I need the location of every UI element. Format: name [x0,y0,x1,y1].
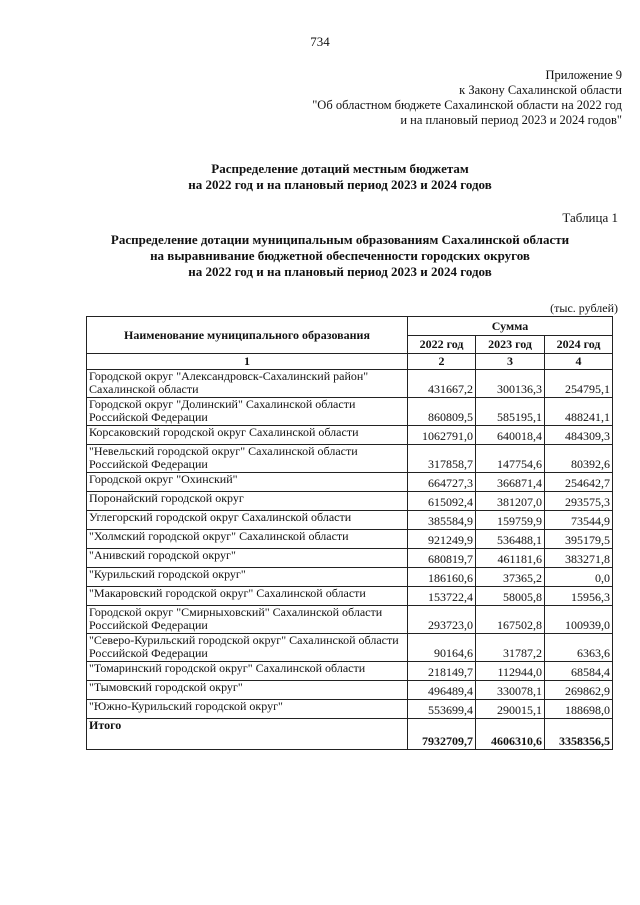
municipality-name: "Тымовский городской округ" [87,681,408,700]
table-row [87,426,613,445]
table-row [87,370,613,398]
value-2023: 112944,0 [476,662,545,681]
table-row [87,473,613,492]
value-2024: 269862,9 [545,681,613,700]
value-2023: 37365,2 [476,568,545,587]
value-2024: 0,0 [545,568,613,587]
value-2022: 664727,3 [408,473,476,492]
value-2023: 536488,1 [476,530,545,549]
table-title-line: на 2022 год и на плановый период 2023 и 2024 годов [188,264,492,279]
value-2022: 385584,9 [408,511,476,530]
table-row [87,445,613,473]
value-2022: 431667,2 [408,370,476,398]
value-2024: 73544,9 [545,511,613,530]
value-2023: 167502,8 [476,606,545,634]
municipality-name: Городской округ "Александровск-Сахалинский район" Сахалинской области [87,370,408,398]
value-2022: 90164,6 [408,634,476,662]
municipality-name: "Невельский городской округ" Сахалинской области Российской Федерации [87,445,408,473]
municipality-name: Углегорский городской округ Сахалинской области [87,511,408,530]
value-2022: 218149,7 [408,662,476,681]
municipality-name: Городской округ "Смирныховский" Сахалинской области Российской Федерации [87,606,408,634]
value-2022: 680819,7 [408,549,476,568]
table-row [87,587,613,606]
value-2024: 383271,8 [545,549,613,568]
document-title-line: на 2022 год и на плановый период 2023 и 2024 годов [188,177,492,192]
municipality-name: Городской округ "Охинский" [87,473,408,492]
table-row [87,492,613,511]
column-index: 3 [476,354,545,370]
table-row [87,662,613,681]
value-2023: 366871,4 [476,473,545,492]
municipality-name: "Южно-Курильский городской округ" [87,700,408,719]
value-2022: 921249,9 [408,530,476,549]
units-label: (тыс. рублей) [550,301,618,315]
value-2023: 290015,1 [476,700,545,719]
value-2023: 461181,6 [476,549,545,568]
municipality-name: Поронайский городской округ [87,492,408,511]
header-year-2022: 2022 год [408,336,476,354]
value-2023: 58005,8 [476,587,545,606]
table-row [87,568,613,587]
municipality-name: "Северо-Курильский городской округ" Сахалинской области Российской Федерации [87,634,408,662]
value-2024: 188698,0 [545,700,613,719]
table-row [87,681,613,700]
value-2022: 317858,7 [408,445,476,473]
value-2023: 300136,3 [476,370,545,398]
total-label: Итого [87,719,408,750]
column-index: 1 [87,354,408,370]
value-2022: 293723,0 [408,606,476,634]
column-index: 2 [408,354,476,370]
header-sum: Сумма [408,317,613,336]
table-row [87,634,613,662]
document-title-line: Распределение дотаций местным бюджетам [211,161,469,176]
subsidy-table [86,316,613,750]
total-2022: 7932709,7 [408,719,476,750]
table-row [87,530,613,549]
appendix-line: и на плановый период 2023 и 2024 годов" [400,113,622,127]
value-2024: 80392,6 [545,445,613,473]
table-row [87,511,613,530]
table-number: Таблица 1 [562,210,618,225]
value-2022: 1062791,0 [408,426,476,445]
municipality-name: "Томаринский городской округ" Сахалинской области [87,662,408,681]
municipality-name: "Курильский городской округ" [87,568,408,587]
value-2022: 186160,6 [408,568,476,587]
header-year-2023: 2023 год [476,336,545,354]
value-2022: 553699,4 [408,700,476,719]
page-number: 734 [310,34,330,49]
value-2023: 381207,0 [476,492,545,511]
value-2023: 585195,1 [476,398,545,426]
value-2024: 68584,4 [545,662,613,681]
municipality-name: Городской округ "Долинский" Сахалинской области Российской Федерации [87,398,408,426]
appendix-line: к Закону Сахалинской области [459,83,622,97]
value-2023: 147754,6 [476,445,545,473]
table-title-line: на выравнивание бюджетной обеспеченности городских округов [150,248,530,263]
value-2024: 293575,3 [545,492,613,511]
value-2023: 31787,2 [476,634,545,662]
value-2024: 254642,7 [545,473,613,492]
value-2024: 254795,1 [545,370,613,398]
value-2024: 395179,5 [545,530,613,549]
value-2024: 15956,3 [545,587,613,606]
header-municipality: Наименование муниципального образования [87,317,408,354]
table-row [87,700,613,719]
table-row [87,606,613,634]
table-title [40,232,640,280]
value-2024: 484309,3 [545,426,613,445]
value-2022: 860809,5 [408,398,476,426]
value-2023: 159759,9 [476,511,545,530]
value-2024: 488241,1 [545,398,613,426]
municipality-name: "Холмский городской округ" Сахалинской области [87,530,408,549]
document-title [40,161,640,193]
total-2023: 4606310,6 [476,719,545,750]
value-2022: 496489,4 [408,681,476,700]
value-2022: 615092,4 [408,492,476,511]
total-row [87,719,613,750]
value-2024: 100939,0 [545,606,613,634]
appendix-line: "Об областном бюджете Сахалинской области на 2022 год [312,98,622,112]
value-2023: 330078,1 [476,681,545,700]
appendix-line: Приложение 9 [545,68,622,82]
table-title-line: Распределение дотации муниципальным образованиям Сахалинской области [110,232,570,247]
total-2024: 3358356,5 [545,719,613,750]
municipality-name: "Макаровский городской округ" Сахалинской области [87,587,408,606]
value-2022: 153722,4 [408,587,476,606]
value-2023: 640018,4 [476,426,545,445]
table-row [87,398,613,426]
appendix-header [312,68,622,128]
column-index: 4 [545,354,613,370]
table-row [87,549,613,568]
value-2024: 6363,6 [545,634,613,662]
municipality-name: Корсаковский городской округ Сахалинской области [87,426,408,445]
header-year-2024: 2024 год [545,336,613,354]
municipality-name: "Анивский городской округ" [87,549,408,568]
